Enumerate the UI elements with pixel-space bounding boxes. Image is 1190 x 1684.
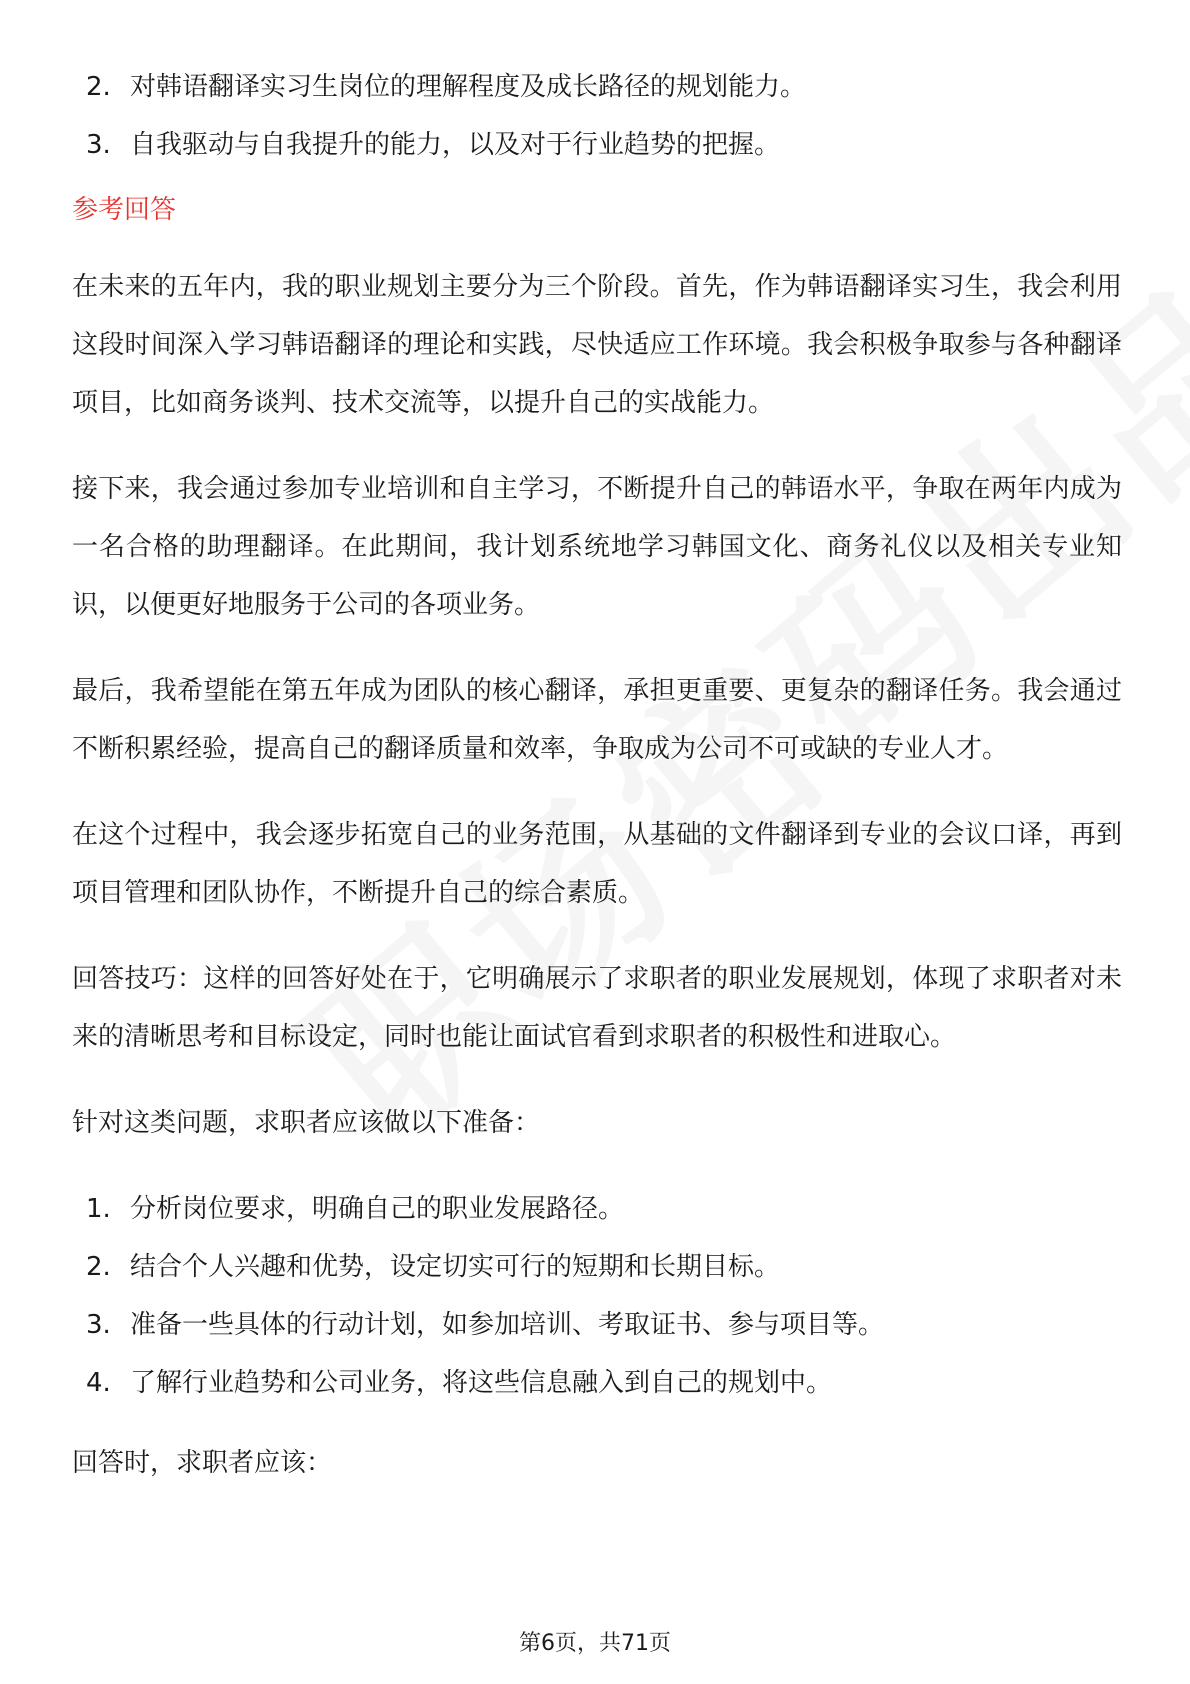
answer-tips-paragraph: 回答技巧：这样的回答好处在于，它明确展示了求职者的职业发展规划，体现了求职者对未来的清晰思考和目标设定，同时也能让面试官看到求职者的积极性和进取心。 bbox=[72, 964, 1122, 1052]
list-item bbox=[72, 1238, 1122, 1296]
list-item-text: 分析岗位要求，明确自己的职业发展路径。 bbox=[130, 1194, 625, 1224]
answer-paragraph: 在未来的五年内，我的职业规划主要分为三个阶段。首先，作为韩语翻译实习生，我会利用这段时间深入学习韩语翻译的理论和实践，尽快适应工作环境。我会积极争取参与各种翻译项目，比如商务谈判、技术交流等，以提升自己的实战能力。 bbox=[72, 272, 1122, 418]
answer-paragraph: 最后，我希望能在第五年成为团队的核心翻译，承担更重要、更复杂的翻译任务。我会通过不断积累经验，提高自己的翻译质量和效率，争取成为公司不可或缺的专业人才。 bbox=[72, 676, 1122, 764]
list-item bbox=[72, 58, 1122, 116]
list-item-text: 对韩语翻译实习生岗位的理解程度及成长路径的规划能力。 bbox=[130, 72, 807, 102]
evaluation-points-list bbox=[72, 58, 1122, 174]
answer-paragraph: 在这个过程中，我会逐步拓宽自己的业务范围，从基础的文件翻译到专业的会议口译，再到项目管理和团队协作，不断提升自己的综合素质。 bbox=[72, 820, 1122, 908]
list-item-text: 准备一些具体的行动计划，如参加培训、考取证书、参与项目等。 bbox=[130, 1310, 885, 1340]
answer-paragraph: 接下来，我会通过参加专业培训和自主学习，不断提升自己的韩语水平，争取在两年内成为一名合格的助理翻译。在此期间，我计划系统地学习韩国文化、商务礼仪以及相关专业知识，以便更好地服务于公司的各项业务。 bbox=[72, 474, 1122, 620]
list-item-text: 了解行业趋势和公司业务，将这些信息融入到自己的规划中。 bbox=[130, 1368, 833, 1398]
list-item-number: 1. bbox=[86, 1194, 111, 1224]
preparation-intro: 针对这类问题，求职者应该做以下准备： bbox=[72, 1108, 541, 1138]
page-content bbox=[72, 58, 1122, 1520]
list-item-number: 2. bbox=[86, 72, 111, 102]
list-item-text: 自我驱动与自我提升的能力，以及对于行业趋势的把握。 bbox=[130, 130, 781, 160]
list-item-text: 结合个人兴趣和优势，设定切实可行的短期和长期目标。 bbox=[130, 1252, 781, 1282]
list-item bbox=[72, 1354, 1122, 1412]
list-item bbox=[72, 1296, 1122, 1354]
list-item-number: 3. bbox=[86, 1310, 111, 1340]
closing-line: 回答时，求职者应该： bbox=[72, 1448, 333, 1478]
page-number-footer: 第6页，共71页 bbox=[519, 1631, 671, 1656]
list-item-number: 3. bbox=[86, 130, 111, 160]
reference-answer-heading: 参考回答 bbox=[72, 195, 177, 225]
list-item bbox=[72, 1180, 1122, 1238]
list-item bbox=[72, 116, 1122, 174]
preparation-list bbox=[72, 1180, 1122, 1412]
list-item-number: 4. bbox=[86, 1368, 111, 1398]
list-item-number: 2. bbox=[86, 1252, 111, 1282]
